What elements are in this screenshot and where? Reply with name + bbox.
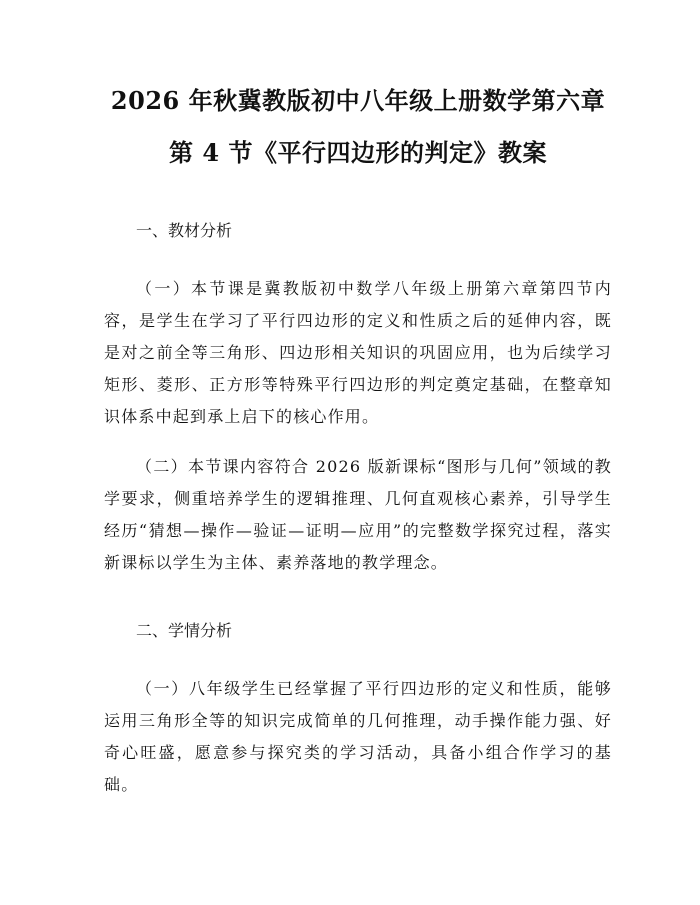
title-line-1: 2026 年秋冀教版初中八年级上册数学第六章	[110, 86, 606, 115]
title-line-2: 第 4 节《平行四边形的判定》教案	[169, 138, 547, 167]
document-title	[104, 75, 612, 179]
section-heading-textbook-analysis: 一、教材分析	[136, 221, 233, 240]
section-heading-student-analysis: 二、学情分析	[136, 621, 233, 640]
paragraph-student-analysis-1: （一）八年级学生已经掌握了平行四边形的定义和性质，能够运用三角形全等的知识完成简单的几何推理，动手操作能力强、好奇心旺盛，愿意参与探究类的学习活动，具备小组合作学习的基础。	[104, 679, 612, 794]
paragraph-textbook-analysis-1: （一）本节课是冀教版初中数学八年级上册第六章第四节内容，是学生在学习了平行四边形的定义和性质之后的延伸内容，既是对之前全等三角形、四边形相关知识的巩固应用，也为后续学习矩形、菱形、正方形等特殊平行四边形的判定奠定基础，在整章知识体系中起到承上启下的核心作用。	[104, 279, 612, 426]
paragraph-textbook-analysis-2: （二）本节课内容符合 2026 版新课标“图形与几何”领域的教学要求，侧重培养学生的逻辑推理、几何直观核心素养，引导学生经历“猜想—操作—验证—证明—应用”的完整数学探究过程，落实新课标以学生为主体、素养落地的教学理念。	[104, 457, 612, 572]
title-block	[104, 0, 612, 179]
